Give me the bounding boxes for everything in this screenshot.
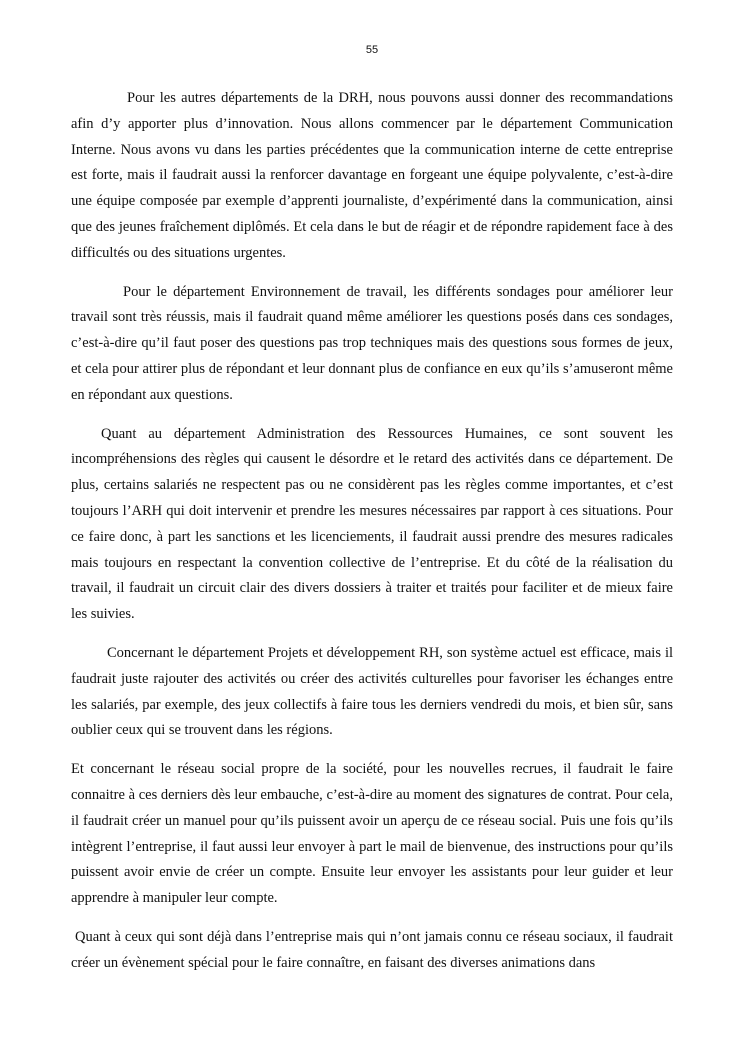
page-number: 55: [365, 44, 379, 56]
paragraph-environnement-travail: Pour le département Environnement de travail, les différents sondages pour améliorer leur travail sont très réussis, mais il faudrait quand même améliorer les questions posés dans ces sondages, c’est-à-dire qu’il faut poser des questions pas trop techniques mais des questions sous formes de jeux, et cela pour attirer plus de répondant et leur donnant plus de confiance en eux qu’ils s’amuseront même en répondant aux questions.: [71, 283, 673, 403]
paragraph-projets-developpement: Concernant le département Projets et développement RH, son système actuel est efficace, mais il faudrait juste rajouter des activités ou créer des activités culturelles pour favoriser les échanges entre les salariés, par exemple, des jeux collectifs à faire tous les derniers vendredi du mois, et bien sûr, sans oublier ceux qui se trouvent dans les régions.: [71, 644, 673, 739]
paragraph-reseau-social: Et concernant le réseau social propre de la société, pour les nouvelles recrues, il faudrait le faire connaitre à ces derniers dès leur embauche, c’est-à-dire au moment des signatures de contrat. Pour cela, il faudrait créer un manuel pour qu’ils puissent avoir un aperçu de ce réseau social. Puis une fois qu’ils intègrent l’entreprise, il faut aussi leur envoyer à part le mail de bienvenue, des instructions pour qu’ils puissent avoir envie de créer un compte. Ensuite leur envoyer les assistants pour leur guider et leur apprendre à manipuler leur compte.: [71, 761, 673, 907]
document-body: [71, 86, 673, 977]
paragraph-administration-rh: Quant au département Administration des Ressources Humaines, ce sont souvent les incompréhensions des règles qui causent le désordre et le retard des activités dans ce département. De plus, certains salariés ne respectent pas ou ne considèrent pas les règles comme importantes, et c’est toujours l’ARH qui doit intervenir et prendre les mesures nécessaires par rapport à ces situations. Pour ce faire donc, à part les sanctions et les licenciements, il faudrait aussi prendre des mesures radicales mais toujours en respectant la convention collective de l’entreprise. Et du côté de la réalisation du travail, il faudrait un circuit clair des divers dossiers à traiter et traités pour faciliter et de mieux faire les suivies.: [71, 425, 673, 623]
paragraph-evenement-special: Quant à ceux qui sont déjà dans l’entreprise mais qui n’ont jamais connu ce réseau sociaux, il faudrait créer un évènement spécial pour le faire connaître, en faisant des diverses animations dans: [71, 928, 673, 971]
paragraph-communication-interne: Pour les autres départements de la DRH, nous pouvons aussi donner des recommandations afin d’y apporter plus d’innovation. Nous allons commencer par le département Communication Interne. Nous avons vu dans les parties précédentes que la communication interne de cette entreprise est forte, mais il faudrait aussi la renforcer davantage en forgeant une équipe polyvalente, c’est-à-dire une équipe composée par exemple d’apprenti journaliste, d’expérimenté dans la communication, ainsi que des jeunes fraîchement diplômés. Et cela dans le but de réagir et de répondre rapidement face à des difficultés ou des situations urgentes.: [71, 90, 673, 261]
